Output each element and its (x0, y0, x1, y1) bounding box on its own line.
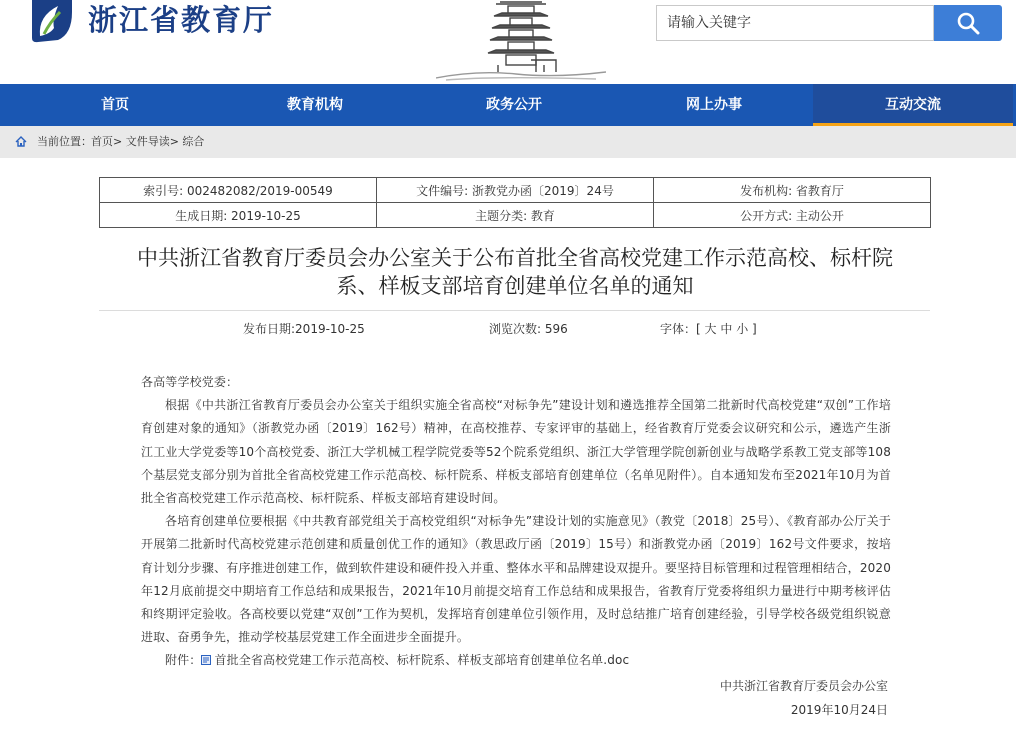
search-input[interactable] (656, 5, 934, 41)
meta-topic: 主题分类: 教育 (377, 203, 654, 228)
font-size-bracket: ] (752, 322, 757, 336)
search-icon (956, 11, 980, 35)
meta-publisher: 发布机构: 省教育厅 (654, 178, 931, 203)
font-size-large-button[interactable]: 大 (704, 322, 717, 336)
breadcrumb-label: 当前位置： (37, 135, 92, 148)
meta-row (100, 178, 931, 203)
attachment-label: 附件： (165, 653, 202, 668)
body-paragraph: 根据《中共浙江省教育厅委员会办公室关于组织实施全省高校“对标争先”建设计划和遴选推荐全国第二批新时代高校党建“双创”工作培育创建对象的通知》（浙教党办函〔2019〕162号）精神，在高校推荐、专家评审的基础上，经省教育厅党委会议研究和公示，遴选产生浙江工业大学党委等10个高校党委、浙江大学机械工程学院党委等52个院系党组织、浙江大学管理学院创新创业与战略学系教工党支部等108个基层党支部分别为首批全省高校党建工作示范高校、标杆院系、样板支部培育创建单位（名单见附件）。自本通知发布至2021年10月为首批全省高校党建工作示范高校、标杆院系、样板支部培育建设时间。 (141, 398, 891, 506)
meta-file-number: 文件编号: 浙教党办函〔2019〕24号 (377, 178, 654, 203)
meta-created-date: 生成日期: 2019-10-25 (100, 203, 377, 228)
article-body (141, 371, 891, 673)
font-size-medium-button[interactable]: 中 (720, 322, 733, 336)
document-meta-table (99, 177, 931, 228)
article-title-line: 中共浙江省教育厅委员会办公室关于公布首批全省高校党建工作示范高校、标杆院 (137, 246, 893, 270)
meta-row (100, 203, 931, 228)
pagoda-illustration (436, 0, 606, 82)
home-icon (15, 136, 27, 147)
font-size-control (660, 321, 757, 337)
attachment-link[interactable]: 首批全省高校党建工作示范高校、标杆院系、样板支部培育创建单位名单.doc (214, 653, 630, 668)
logo-icon[interactable] (28, 0, 74, 44)
meta-index-number: 索引号: 002482082/2019-00549 (100, 178, 377, 203)
signature-org: 中共浙江省教育厅委员会办公室 (719, 679, 888, 693)
search-button[interactable] (934, 5, 1002, 41)
meta-disclosure: 公开方式: 主动公开 (654, 203, 931, 228)
nav-item-gov-affairs[interactable]: 政务公开 (486, 97, 542, 113)
font-size-label: 字体：[ (660, 322, 701, 336)
view-count: 浏览次数: 596 (489, 322, 568, 336)
signature-date: 2019年10月24日 (790, 703, 888, 717)
publish-date: 发布日期:2019-10-25 (243, 322, 365, 336)
title-divider (99, 310, 930, 311)
font-size-small-button[interactable]: 小 (736, 322, 749, 336)
doc-icon (201, 655, 211, 665)
nav-item-online-services[interactable]: 网上办事 (686, 97, 742, 113)
breadcrumb (0, 126, 1016, 158)
salutation: 各高等学校党委： (141, 375, 239, 389)
article-title-line: 系、样板支部培育创建单位名单的通知 (336, 274, 694, 298)
attachment-line (141, 649, 891, 672)
body-paragraph: 各培育创建单位要根据《中共教育部党组关于高校党组织“对标争先”建设计划的实施意见》（教党〔2018〕25号）、《教育部办公厅关于开展第二批新时代高校党建示范创建和质量创优工作的通知》（教思政厅函〔2019〕15号）和浙教党办函〔2019〕162号文件要求，按培育计划分步骤、有序推进创建工作，做到软件建设和硬件投入并重、整体水平和品牌建设双提升。要坚持目标管理和过程管理相结合，2020年12月底前提交中期培育工作总结和成果报告，2021年10月前提交培育工作总结和成果报告，省教育厅党委将组织力量进行中期考核评估和终期评定验收。各高校要以党建“双创”工作为契机，发挥培育创建单位引领作用，及时总结推广培育创建经验，引导学校各级党组织锐意进取、奋勇争先，推动学校基层党建工作全面进步全面提升。 (141, 514, 891, 645)
article-title (110, 244, 920, 300)
breadcrumb-path[interactable]: 首页> 文件导读> 综合 (91, 135, 205, 148)
nav-item-interaction[interactable]: 互动交流 (813, 84, 1013, 126)
nav-item-home[interactable]: 首页 (101, 97, 129, 113)
site-name[interactable]: 浙江省教育厅 (88, 3, 275, 37)
nav-item-institutions[interactable]: 教育机构 (287, 97, 343, 113)
site-header (0, 0, 1016, 84)
main-nav (0, 84, 1016, 126)
